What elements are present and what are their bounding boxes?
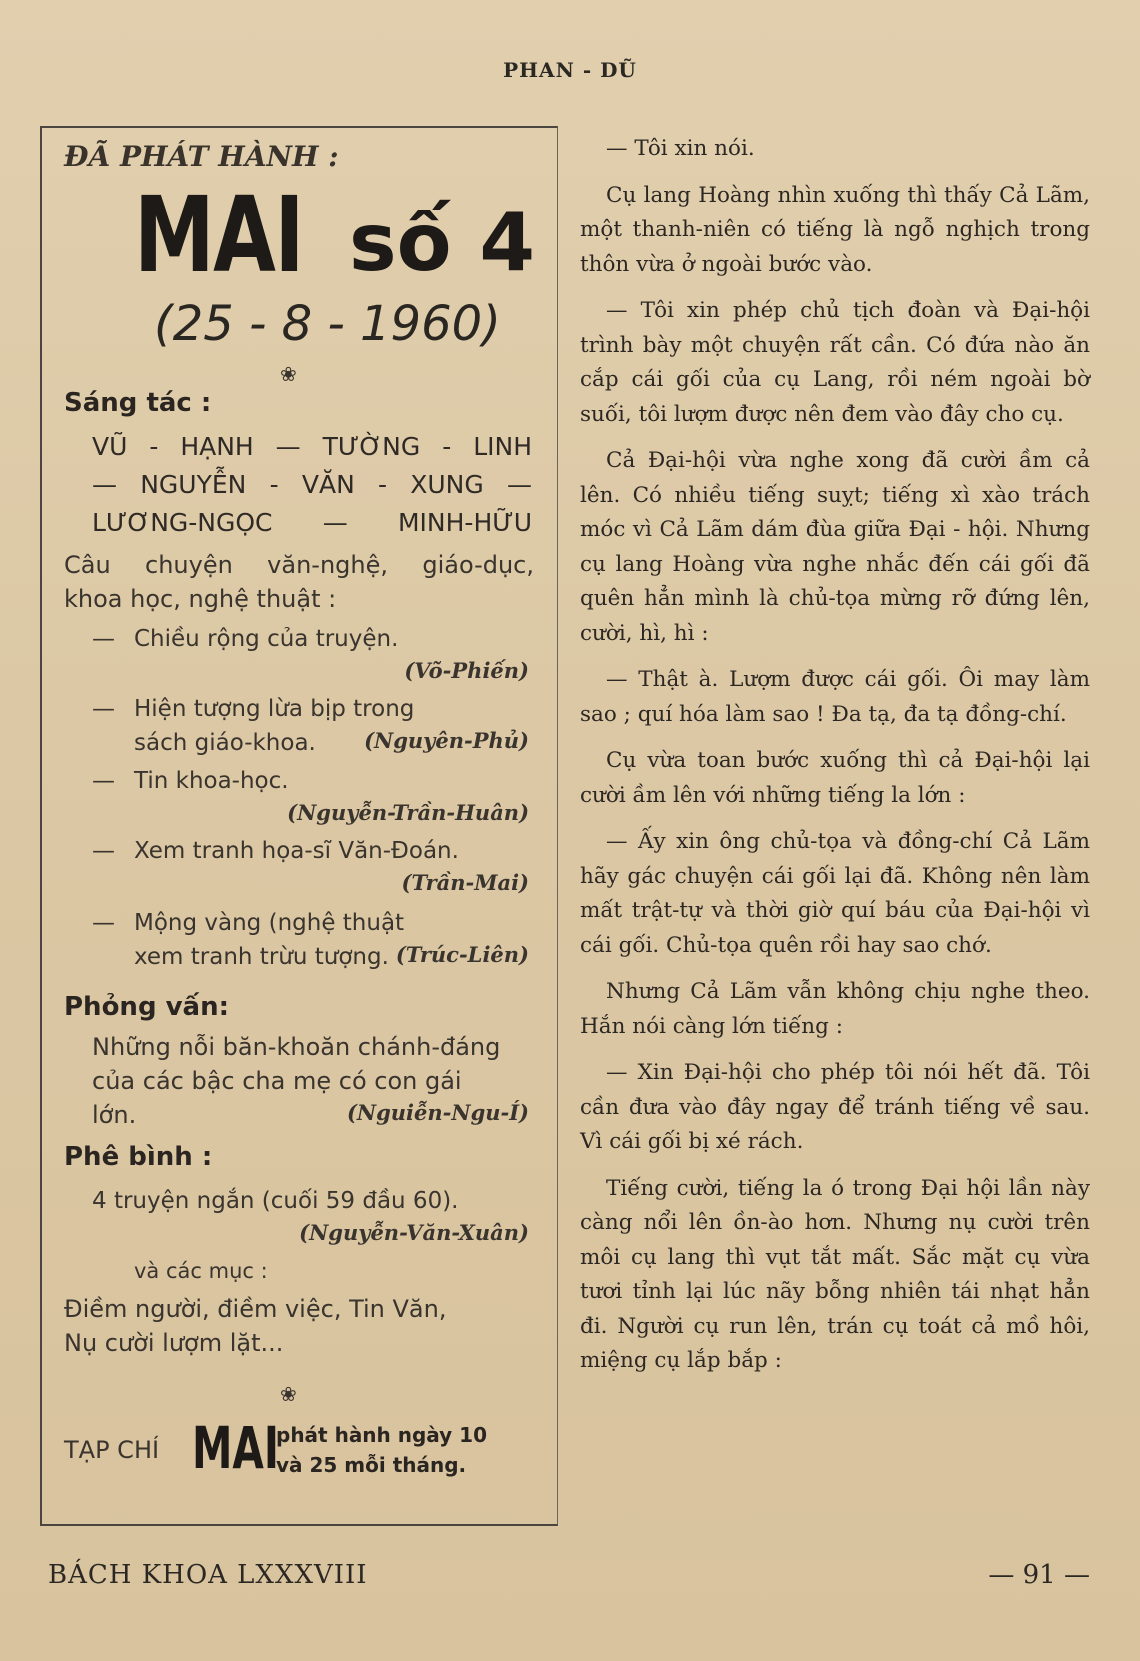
desc-line: Câu chuyện văn-nghệ, giáo-dục, [64, 551, 534, 579]
item-author: (Trúc-Liên) [395, 942, 529, 967]
paragraph: — Tôi xin phép chủ tịch đoàn và Đại-hội trình bày một chuyện rất cần. Có đứa nào ăn cắp cái gối của cụ Lang, rồi ném ngoài bờ suối, tôi lượm được nên đem vào đây cho cụ. [580, 298, 1090, 427]
paragraph: Cả Đại-hội vừa nghe xong đã cười ầm cả lên. Có nhiều tiếng suỵt; tiếng xì xào trách móc vì Cả Lãm dám đùa giữa Đại - hội. Nhưng cụ lang Hoàng vừa nghe nhắc đến cái gối đã quên hẳn mình là chủ-tọa mừng rỡ đứng lên, cười, hì, hì : [580, 448, 1090, 646]
narrative-column [580, 132, 1090, 1391]
muc-line-1: Điềm người, điềm việc, Tin Văn, [64, 1295, 447, 1323]
authors-line: — NGUYỄN - VĂN - XUNG — [92, 470, 532, 499]
paragraph: Nhưng Cả Lãm vẫn không chịu nghe theo. Hắn nói càng lớn tiếng : [580, 979, 1090, 1039]
paragraph: — Ấy xin ông chủ-tọa và đồng-chí Cả Lãm hãy gác chuyện cái gối lại đã. Không nên làm mất trật-tự và thời giờ quí báu của Đại-hội vì cái gối. Chủ-tọa quên rồi hay sao chớ. [580, 829, 1090, 958]
desc-line: khoa học, nghệ thuật : [64, 585, 337, 613]
list-item: — Chiều rộng của truyện. [92, 626, 399, 652]
authors-list [92, 428, 532, 542]
ad-title-brand: MAI [134, 174, 304, 296]
muc-line-2: Nụ cười lượm lặt... [64, 1329, 284, 1357]
paragraph: — Tôi xin nói. [606, 136, 755, 161]
ad-title [134, 174, 536, 296]
list-item: — Xem tranh họa-sĩ Văn-Đoán. [92, 838, 459, 864]
running-head: PHAN - DŨ [503, 58, 637, 82]
promo-brand: MAI [192, 1414, 279, 1482]
sang-tac-label: Sáng tác : [64, 388, 212, 418]
phe-binh-author: (Nguyễn-Văn-Xuân) [299, 1220, 529, 1245]
phong-van-label: Phỏng vấn: [64, 992, 230, 1022]
journal-footer: BÁCH KHOA LXXXVIII [48, 1560, 368, 1590]
flower-ornament-icon: ❀ [280, 362, 297, 386]
flower-ornament-icon: ❀ [280, 1382, 297, 1406]
va-cac-muc-label: và các mục : [134, 1259, 268, 1283]
phong-van-text: Những nỗi băn-khoăn chánh-đáng của các bậc cha mẹ có con gái lớn. [92, 1033, 501, 1129]
item-author: (Nguyễn-Trần-Huân) [287, 800, 529, 825]
list-item: — Mộng vàng (nghệ thuật xem tranh trừu tượng. [92, 910, 405, 970]
advertisement-box [40, 126, 558, 1526]
list-item: — Hiện tượng lừa bịp trong sách giáo-khoa. [92, 696, 415, 756]
paragraph: — Xin Đại-hội cho phép tôi nói hết đã. Tôi cần đưa vào đây ngay để tránh tiếng về sau. Vì cái gối bị xé rách. [580, 1060, 1090, 1154]
authors-line: VŨ - HẠNH — TƯỜNG - LINH [92, 432, 532, 461]
paragraph: Cụ lang Hoàng nhìn xuống thì thấy Cả Lãm, một thanh-niên có tiếng là ngỗ nghịch trong thôn vừa ở ngoài bước vào. [580, 182, 1090, 277]
item-author: (Võ-Phiến) [404, 658, 529, 683]
paragraph: Cụ vừa toan bước xuống thì cả Đại-hội lại cười ầm lên với những tiếng la lớn : [580, 748, 1090, 808]
magazine-promo [64, 1414, 544, 1482]
topics-description [64, 548, 534, 616]
authors-line: LƯƠNG-NGỌC — MINH-HỮU [92, 508, 532, 537]
item-author: (Trần-Mai) [401, 870, 529, 895]
paragraph: — Thật à. Lượm được cái gối. Ôi may làm sao ; quí hóa làm sao ! Đa tạ, đa tạ đồng-chí. [580, 667, 1090, 727]
phe-binh-text: 4 truyện ngắn (cuối 59 đầu 60). [92, 1188, 459, 1214]
promo-prefix: TẠP CHÍ [64, 1436, 160, 1464]
list-item: — Tin khoa-học. [92, 768, 289, 794]
ad-date: (25 - 8 - 1960) [154, 296, 501, 352]
paragraph: Tiếng cười, tiếng la ó trong Đại hội lần này càng nổi lên ồn-ào hơn. Nhưng nụ cười trên môi cụ lang thì vụt tắt mất. Sắc mặt cụ vừa tươi tỉnh lại lúc nãy bỗng nhiên tái nhạt hẳn đi. Người cụ run lên, trán cụ toát cả mồ hôi, miệng cụ lắp bắp : [580, 1175, 1090, 1373]
promo-line-2: và 25 mỗi tháng. [276, 1453, 467, 1477]
ad-heading: ĐÃ PHÁT HÀNH : [64, 140, 339, 173]
phe-binh-label: Phê bình : [64, 1142, 213, 1172]
item-author: (Nguyên-Phủ) [364, 728, 529, 753]
page-number: — 91 — [988, 1560, 1090, 1590]
promo-line-1: phát hành ngày 10 [276, 1423, 488, 1447]
phong-van-author: (Nguiễn-Ngu-Í) [346, 1100, 529, 1125]
ad-title-issue: số 4 [349, 196, 536, 289]
